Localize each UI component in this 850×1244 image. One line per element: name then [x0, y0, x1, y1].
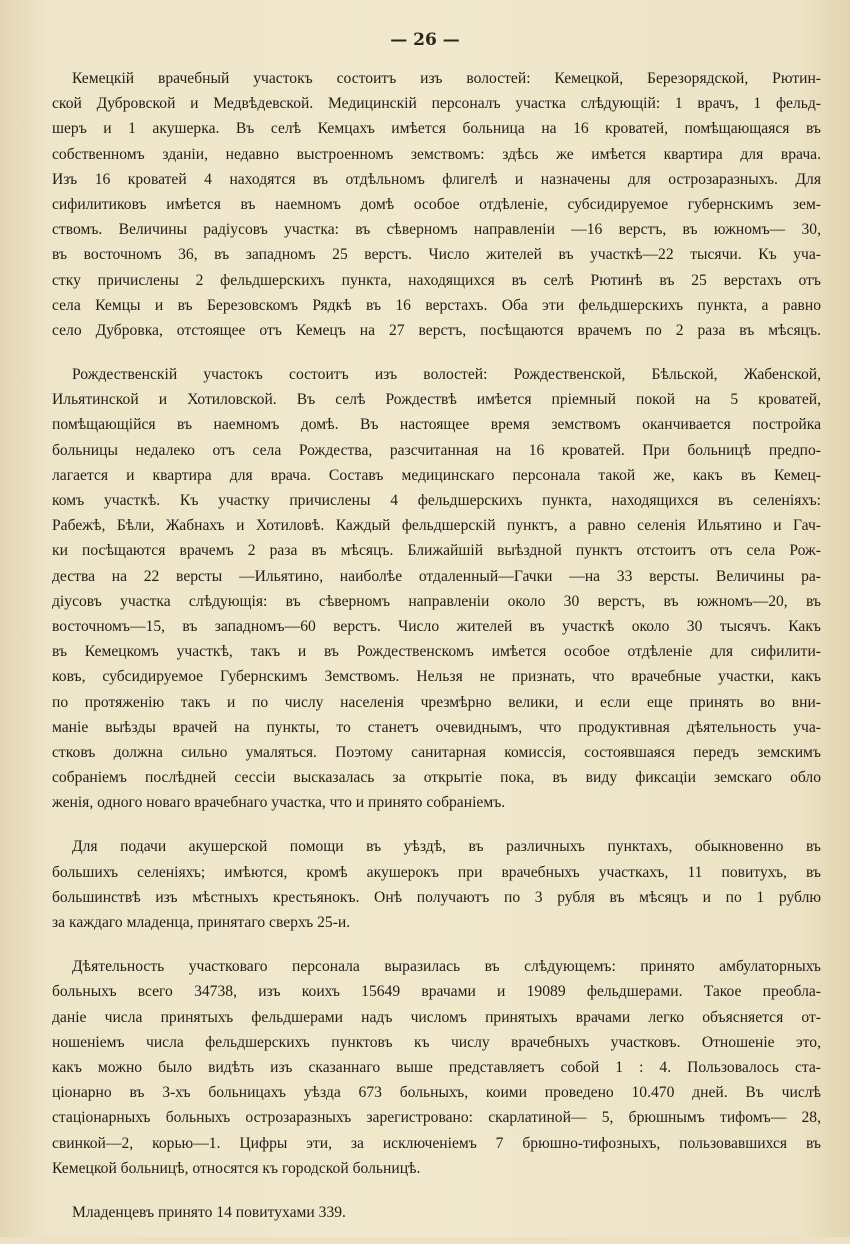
page-number: — 26 — — [390, 30, 460, 50]
paragraph-obstetric — [52, 834, 821, 935]
text-line: большихъ селеніяхъ; имѣются, кромѣ акушерокъ при врачебныхъ участкахъ, 11 повитухъ, въ — [52, 863, 821, 881]
text-line: Кемецкій врачебный участокъ состоитъ изъ волостей: Кемецкой, Березорядской, Рютин- — [72, 70, 821, 87]
text-line: сифилитиковъ имѣется въ наемномъ домѣ особое отдѣленіе, субсидируемое губернскимъ зем- — [52, 195, 821, 213]
text-line: маніе выѣзды врачей на пункты, то станетъ очевиднымъ, что продуктивная дѣятельность уча- — [52, 718, 821, 736]
paragraph-rozhdestvensky — [52, 362, 821, 815]
text-line: Ильятинской и Хотиловской. Въ селѣ Рождествѣ имѣется пріемный покой на 5 кроватей, — [52, 391, 821, 409]
text-line: за каждаго младенца, принятаго сверхъ 25-и. — [52, 914, 351, 931]
text-line: лагается и квартира для врача. Составъ медицинскаго персонала такой же, какъ въ Кемец- — [52, 466, 821, 484]
text-line: Рабежѣ, Бѣли, Жабнахъ и Хотиловѣ. Каждый фельдшерскій пунктъ, а равно селенія Ильятино и Гач- — [52, 517, 821, 535]
text-line: свинкой—2, корью—1. Цифры эти, за исключеніемъ 7 брюшно-тифозныхъ, пользовавшихся въ — [52, 1134, 821, 1152]
text-line: села Кемцы и въ Березовскомъ Рядкѣ въ 16 верстахъ. Оба эти фельдшерскихъ пункта, а равно — [52, 296, 821, 314]
text-line: больницы недалеко отъ села Рождества, разсчитанная на 16 кроватей. При больницѣ предпо- — [52, 441, 821, 459]
text-line: женія, одного новаго врачебнаго участка, что и принято собраніемъ. — [52, 794, 506, 812]
text-line: стаціонарныхъ больныхъ острозаразныхъ зарегистровано: скарлатиной— 5, брюшнымъ тифомъ— 28, — [52, 1109, 821, 1127]
text-line: восточномъ—15, въ западномъ—60 верстъ. Число жителей въ участкѣ около 30 тысячъ. Какъ — [52, 617, 821, 635]
paragraph-infants — [72, 1200, 821, 1225]
text-line: больныхъ всего 34738, изъ коихъ 15649 врачами и 19089 фельдшерами. Такое преобла- — [52, 983, 821, 1001]
paragraph-kemetsky — [52, 66, 821, 343]
text-line: ки посѣщаются врачемъ 2 раза въ мѣсяцъ. Ближайшій выѣздной пунктъ отстоитъ отъ села Рож- — [52, 542, 821, 560]
text-line: Дѣятельность участковаго персонала выразилась въ слѣдующемъ: принято амбулаторныхъ — [72, 958, 821, 976]
text-line: какъ можно было видѣть изъ сказаннаго выше представляетъ собой 1 : 4. Пользовалось ста- — [52, 1058, 821, 1076]
text-line: Кемецкой больницѣ, относятся къ городской больницѣ. — [52, 1159, 421, 1177]
text-line: дества на 22 версты —Ильятино, наиболѣе отдаленный—Гачки —на 33 версты. Величины ра- — [52, 567, 821, 585]
text-line: стковъ должна сильно умаляться. Поэтому санитарная комиссія, состоявшаяся передъ земскимъ — [52, 743, 821, 761]
text-line: Младенцевъ принято 14 повитухами 339. — [72, 1203, 346, 1221]
text-line: даніе числа принятыхъ фельдшерами надъ числомъ принятыхъ врачами легко объясняется от- — [52, 1008, 821, 1026]
text-line: собраніемъ послѣдней сессіи высказалась за открытіе пока, въ виду фиксаціи земскаго обло — [52, 769, 821, 787]
text-line: село Дубровка, отстоящее отъ Кемецъ на 27 верстъ, посѣщаются врачемъ по 2 раза въ мѣсяцъ. — [52, 321, 821, 339]
text-line: ковъ, субсидируемое Губернскимъ Земствомъ. Нельзя не признать, что врачебные участки, какъ — [52, 668, 821, 686]
text-line: собственномъ зданіи, недавно выстроенномъ земствомъ: здѣсь же имѣется квартира для врача. — [52, 145, 821, 163]
text-line: по протяженію такъ и по числу населенія чрезмѣрно велики, и если еще принять во вни- — [52, 693, 821, 711]
text-line: въ восточномъ 36, въ западномъ 25 верстъ. Число жителей въ участкѣ—22 тысячи. Къ уча- — [52, 246, 821, 264]
text-line: большинствѣ изъ мѣстныхъ крестьянокъ. Онѣ получаютъ по 3 рубля въ мѣсяцъ и по 1 рублю — [52, 888, 821, 906]
text-line: шеръ и 1 акушерка. Въ селѣ Кемцахъ имѣется больница на 16 кроватей, помѣщающаяся въ — [52, 120, 821, 138]
text-line: ствомъ. Величины радіусовъ участка: въ сѣверномъ направленіи —16 верстъ, въ южномъ— 30, — [52, 221, 821, 239]
text-line: комъ участкѣ. Къ участку причислены 4 фельдшерскихъ пункта, находящихся въ селеніяхъ: — [52, 492, 821, 509]
body-text — [52, 66, 821, 1244]
text-line: Рождественскій участокъ состоитъ изъ волостей: Рождественской, Бѣльской, Жабенской, — [72, 366, 821, 384]
text-line: въ Кемецкомъ участкѣ, такъ и въ Рождественскомъ имѣется особое отдѣленіе для сифилити- — [52, 643, 821, 661]
text-line: стку причислены 2 фельдшерскихъ пункта, находящихся въ селѣ Рютинѣ въ 25 верстахъ отъ — [52, 271, 821, 289]
text-line: ціонарно въ 3-хъ больницахъ уѣзда 673 больныхъ, коими проведено 10.470 дней. Въ числѣ — [52, 1084, 821, 1102]
text-line: ской Дубровской и Медвѣдевской. Медицинскій персоналъ участка слѣдующій: 1 врачъ, 1 фельд- — [52, 95, 821, 113]
text-line: Для подачи акушерской помощи въ уѣздѣ, въ различныхъ пунктахъ, обыкновенно въ — [72, 838, 821, 856]
text-line: ношеніемъ числа фельдшерскихъ пунктовъ къ числу врачебныхъ участковъ. Отношеніе это, — [52, 1033, 821, 1051]
paragraph-activity — [52, 954, 821, 1181]
text-line: діусовъ участка слѣдующія: въ сѣверномъ направленіи около 30 верстъ, въ южномъ—20, въ — [52, 592, 821, 610]
text-line: Изъ 16 кроватей 4 находятся въ отдѣльномъ флигелѣ и назначены для острозаразныхъ. Для — [52, 170, 821, 188]
text-line: помѣщающійся въ наемномъ домѣ. Въ настоящее время земствомъ оканчивается постройка — [52, 416, 821, 434]
